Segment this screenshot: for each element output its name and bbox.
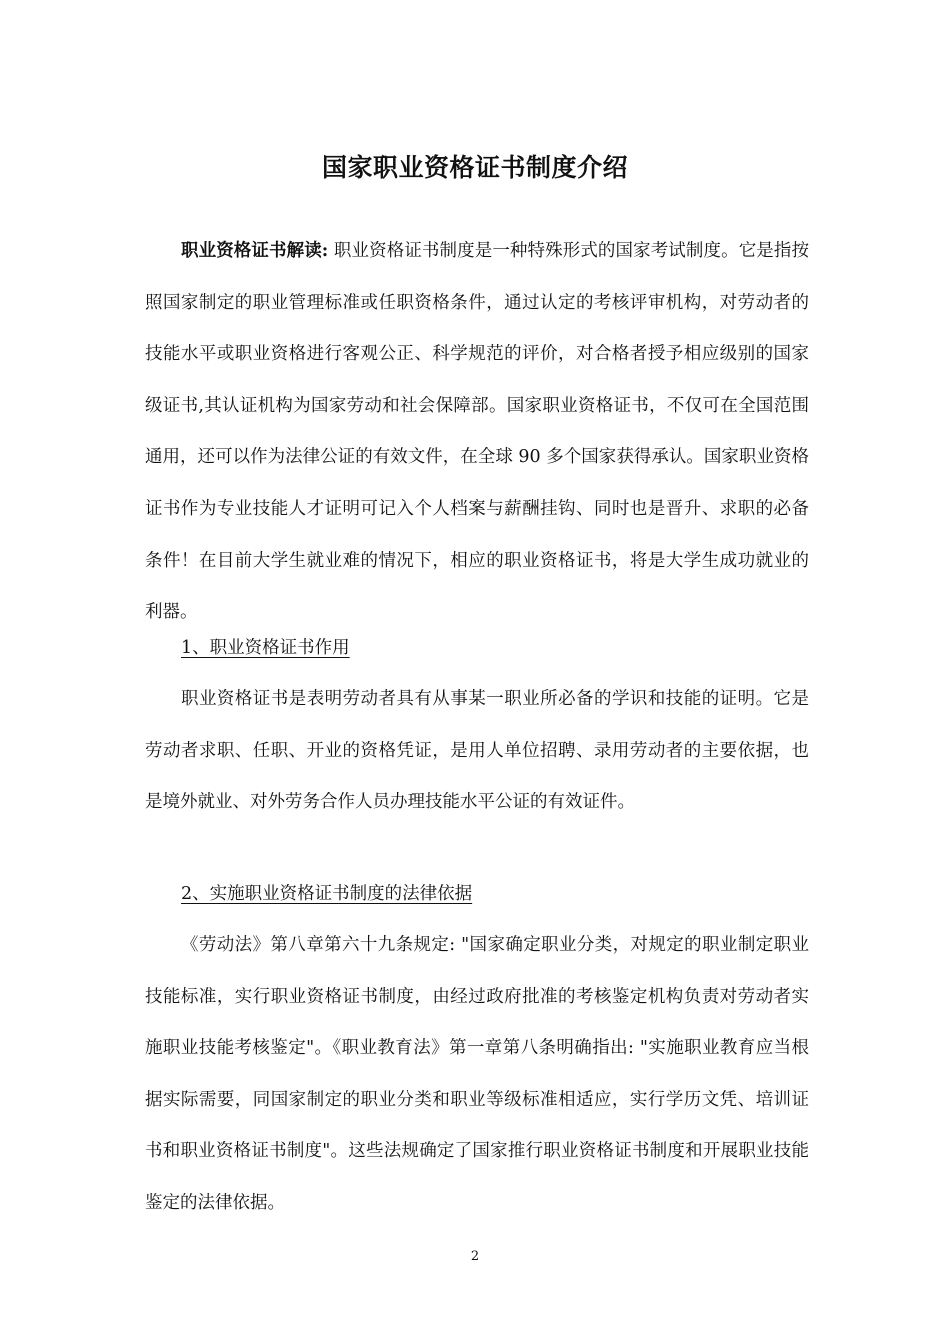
section-heading-certificate-role: 1、职业资格证书作用 xyxy=(181,638,350,658)
page-title: 国家职业资格证书制度介绍 xyxy=(321,152,628,182)
intro-paragraph xyxy=(145,226,809,639)
section-heading-legal-basis: 2、实施职业资格证书制度的法律依据 xyxy=(181,884,473,904)
intro-lead: 职业资格证书解读: xyxy=(181,241,329,261)
section-body-certificate-role: 职业资格证书是表明劳动者具有从事某一职业所必备的学识和技能的证明。它是劳动者求职、任职、开业的资格凭证，是用人单位招聘、录用劳动者的主要依据，也是境外就业、对外劳务合作人员办理技能水平公证的有效证件。 xyxy=(145,689,809,813)
section-body-legal-basis: 《劳动法》第八章第六十九条规定: "国家确定职业分类，对规定的职业制定职业技能标准，实行职业资格证书制度，由经过政府批准的考核鉴定机构负责对劳动者实施职业技能考核鉴定"。《职业教育法》第一章第八条明确指出: "实施职业教育应当根据实际需要，同国家制定的职业分类和职业等级标准相适应，实行学历文凭、培训证书和职业资格证书制度"。这些法规确定了国家推行职业资格证书制度和开展职业技能鉴定的法律依据。 xyxy=(145,935,809,1213)
page-number: 2 xyxy=(470,1249,480,1264)
intro-text: 职业资格证书制度是一种特殊形式的国家考试制度。它是指按照国家制定的职业管理标准或任职资格条件，通过认定的考核评审机构，对劳动者的技能水平或职业资格进行客观公正、科学规范的评价，对合格者授予相应级别的国家级证书,其认证机构为国家劳动和社会保障部。国家职业资格证书，不仅可在全国范围通用，还可以作为法律公证的有效文件，在全球 90 多个国家获得承认。国家职业资格证书作为专业技能人才证明可记入个人档案与薪酬挂钩、同时也是晋升、求职的必备条件！在目前大学生就业难的情况下，相应的职业资格证书，将是大学生成功就业的利器。 xyxy=(145,241,810,623)
